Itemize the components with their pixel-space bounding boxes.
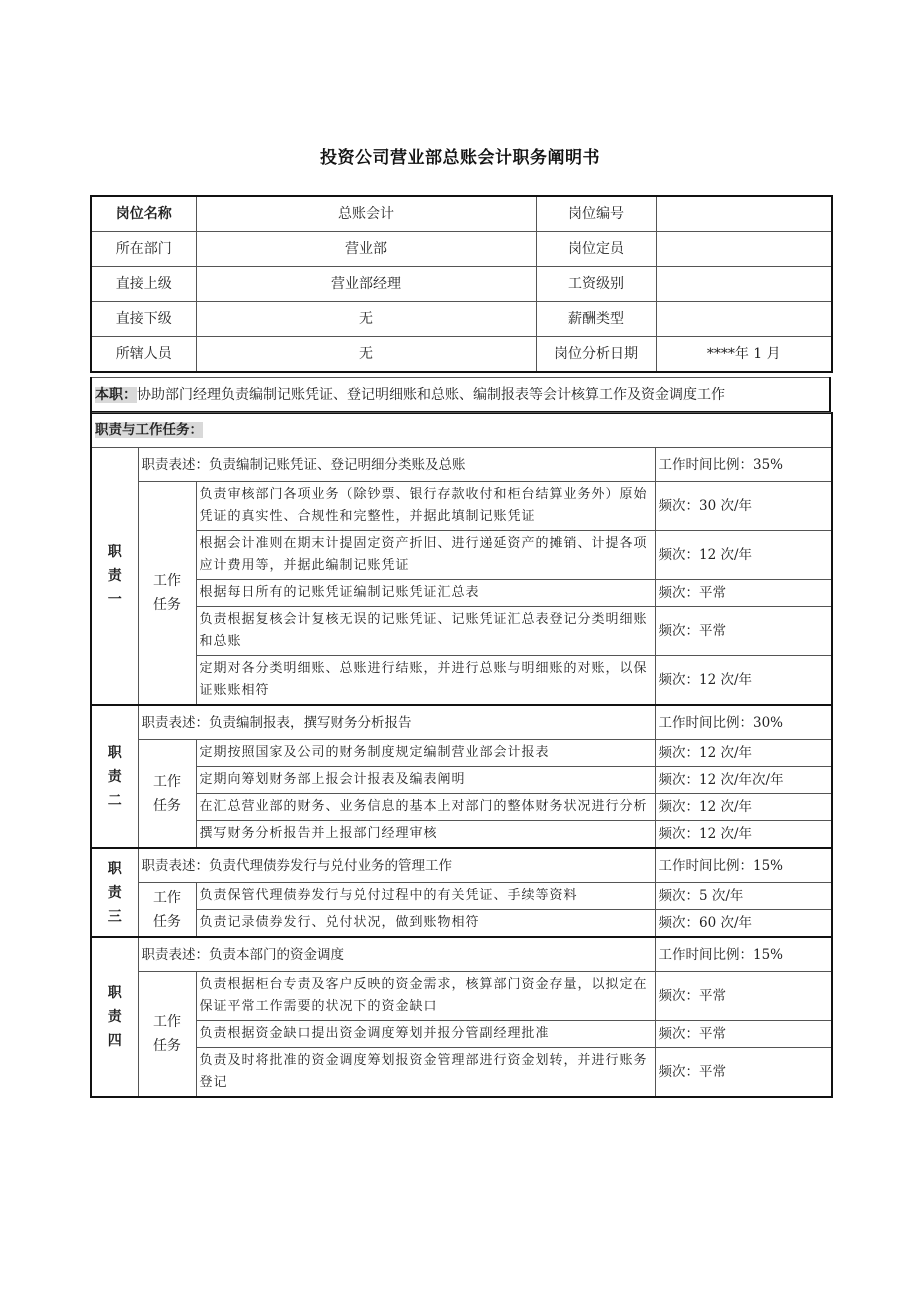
- task-text: 根据会计准则在期末计提固定资产折旧、进行递延资产的摊销、计提各项应计费用等，并据此编制记账凭证: [196, 531, 655, 580]
- duty-description-row: [91, 705, 832, 740]
- task-frequency: 频次：12 次/年次/年: [655, 767, 832, 794]
- task-frequency: 频次：5 次/年: [655, 883, 832, 910]
- info-value: ****年 1 月: [656, 337, 832, 373]
- info-value: [656, 196, 832, 232]
- task-row: [91, 656, 832, 706]
- duty-label-char: 二: [107, 792, 122, 809]
- info-label: 岗位编号: [536, 196, 656, 232]
- duty-description-row: [91, 937, 832, 972]
- task-frequency: 频次：12 次/年: [655, 821, 832, 849]
- info-row: [91, 232, 832, 267]
- job-summary-text: 协助部门经理负责编制记账凭证、登记明细账和总账、编制报表等会计核算工作及资金调度工作: [137, 386, 725, 403]
- duty-label-char: 职: [107, 860, 122, 877]
- task-text: 定期按照国家及公司的财务制度规定编制营业部会计报表: [196, 740, 655, 767]
- duty-description-row: [91, 448, 832, 482]
- task-row: [91, 821, 832, 849]
- duty-label: [91, 848, 138, 937]
- task-label-line: 工作: [153, 1014, 181, 1030]
- duty-label-char: 三: [107, 908, 122, 925]
- task-row: [91, 531, 832, 580]
- duty-label-char: 职: [107, 544, 122, 560]
- task-row: [91, 482, 832, 531]
- info-label: 薪酬类型: [536, 302, 656, 337]
- duty-time-ratio: 工作时间比例：15%: [655, 848, 832, 883]
- task-row: [91, 607, 832, 656]
- info-label: 所在部门: [91, 232, 196, 267]
- duty-label-char: 四: [107, 1033, 122, 1049]
- task-row: [91, 1048, 832, 1098]
- task-frequency: 频次：平常: [655, 1021, 832, 1048]
- info-value: 营业部: [196, 232, 536, 267]
- task-text: 撰写财务分析报告并上报部门经理审核: [196, 821, 655, 849]
- task-row: [91, 883, 832, 910]
- task-text: 负责根据资金缺口提出资金调度筹划并报分管副经理批准: [196, 1021, 655, 1048]
- task-row: [91, 767, 832, 794]
- duty-label-char: 责: [107, 568, 122, 584]
- duties-heading-cell: [91, 413, 832, 448]
- duty-description: 职责表述：负责编制记账凭证、登记明细分类账及总账: [138, 448, 655, 482]
- task-text: 负责审核部门各项业务（除钞票、银行存款收付和柜台结算业务外）原始凭证的真实性、合规性和完整性，并据此填制记账凭证: [196, 482, 655, 531]
- task-frequency: 频次：12 次/年: [655, 531, 832, 580]
- task-frequency: 频次：30 次/年: [655, 482, 832, 531]
- task-label-line: 任务: [153, 913, 181, 930]
- task-text: 根据每日所有的记账凭证编制记账凭证汇总表: [196, 580, 655, 607]
- task-frequency: 频次：平常: [655, 580, 832, 607]
- task-row: [91, 910, 832, 938]
- task-label: [138, 883, 196, 938]
- info-label: 岗位名称: [91, 196, 196, 232]
- duty-label-char: 责: [107, 768, 122, 785]
- task-row: [91, 580, 832, 607]
- task-frequency: 频次：平常: [655, 1048, 832, 1098]
- info-value: 无: [196, 337, 536, 373]
- duty-description: 职责表述：负责编制报表，撰写财务分析报告: [138, 705, 655, 740]
- info-value: 总账会计: [196, 196, 536, 232]
- task-label: [138, 740, 196, 849]
- duty-label: [91, 448, 138, 706]
- duty-label-char: 职: [107, 985, 122, 1001]
- task-frequency: 频次：平常: [655, 972, 832, 1021]
- duties-heading: 职责与工作任务：: [95, 422, 203, 438]
- task-label-line: 任务: [153, 1038, 181, 1054]
- task-frequency: 频次：12 次/年: [655, 740, 832, 767]
- duty-description: 职责表述：负责本部门的资金调度: [138, 937, 655, 972]
- duty-time-ratio: 工作时间比例：30%: [655, 705, 832, 740]
- duty-label-char: 责: [107, 884, 122, 901]
- task-row: [91, 740, 832, 767]
- job-info-table: [90, 195, 833, 373]
- task-row: [91, 972, 832, 1021]
- task-text: 在汇总营业部的财务、业务信息的基本上对部门的整体财务状况进行分析: [196, 794, 655, 821]
- info-label: 直接上级: [91, 267, 196, 302]
- info-label: 岗位分析日期: [536, 337, 656, 373]
- task-text: 负责保管代理债券发行与兑付过程中的有关凭证、手续等资料: [196, 883, 655, 910]
- duty-label-char: 责: [107, 1009, 122, 1025]
- duty-time-ratio: 工作时间比例：35%: [655, 448, 832, 482]
- task-text: 定期对各分类明细账、总账进行结账，并进行总账与明细账的对账，以保证账账相符: [196, 656, 655, 706]
- task-frequency: 频次：12 次/年: [655, 794, 832, 821]
- task-label-line: 工作: [153, 889, 181, 906]
- info-row: [91, 267, 832, 302]
- task-frequency: 频次：12 次/年: [655, 656, 832, 706]
- duty-time-ratio: 工作时间比例：15%: [655, 937, 832, 972]
- info-label: 岗位定员: [536, 232, 656, 267]
- task-text: 定期向筹划财务部上报会计报表及编表阐明: [196, 767, 655, 794]
- task-label: [138, 482, 196, 706]
- task-text: 负责根据柜台专责及客户反映的资金需求，核算部门资金存量，以拟定在保证平常工作需要的状况下的资金缺口: [196, 972, 655, 1021]
- job-summary-label: 本职：: [95, 386, 137, 403]
- info-value: 营业部经理: [196, 267, 536, 302]
- duty-description-row: [91, 848, 832, 883]
- info-label: 直接下级: [91, 302, 196, 337]
- info-value: [656, 302, 832, 337]
- info-label: 工资级别: [536, 267, 656, 302]
- task-frequency: 频次：60 次/年: [655, 910, 832, 938]
- info-value: [656, 267, 832, 302]
- info-value: [656, 232, 832, 267]
- job-summary: [90, 377, 831, 414]
- duty-label: [91, 937, 138, 1097]
- task-label: [138, 972, 196, 1098]
- info-row: [91, 302, 832, 337]
- duty-label-char: 职: [107, 744, 122, 761]
- info-row: [91, 337, 832, 373]
- job-summary-cell: [91, 378, 830, 413]
- task-label-line: 工作: [153, 773, 181, 790]
- info-row: [91, 196, 832, 232]
- task-frequency: 频次：平常: [655, 607, 832, 656]
- task-row: [91, 794, 832, 821]
- task-text: 负责根据复核会计复核无误的记账凭证、记账凭证汇总表登记分类明细账和总账: [196, 607, 655, 656]
- task-row: [91, 1021, 832, 1048]
- duty-label-char: 一: [107, 592, 122, 608]
- duties-table: [90, 412, 833, 1098]
- info-label: 所辖人员: [91, 337, 196, 373]
- task-label-line: 任务: [153, 597, 181, 613]
- task-text: 负责记录债券发行、兑付状况，做到账物相符: [196, 910, 655, 938]
- task-label-line: 工作: [153, 573, 181, 589]
- duty-description: 职责表述：负责代理债券发行与兑付业务的管理工作: [138, 848, 655, 883]
- duty-label: [91, 705, 138, 848]
- task-label-line: 任务: [153, 797, 181, 814]
- task-text: 负责及时将批准的资金调度筹划报资金管理部进行资金划转，并进行账务登记: [196, 1048, 655, 1098]
- document-title: 投资公司营业部总账会计职务阐明书: [320, 148, 600, 168]
- info-value: 无: [196, 302, 536, 337]
